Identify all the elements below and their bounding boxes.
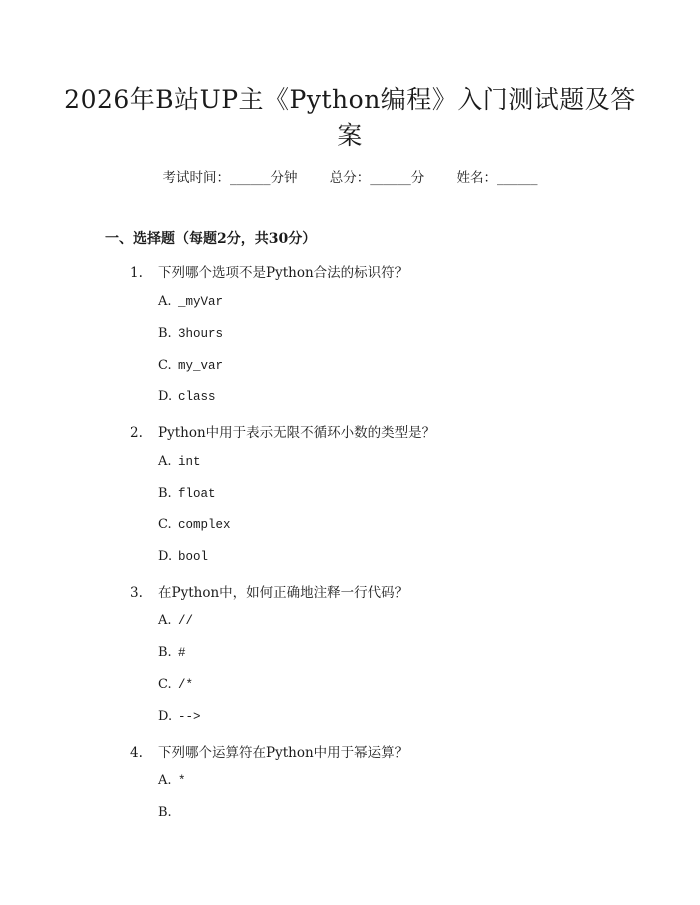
option-3d [158, 709, 201, 724]
option-2a [158, 454, 201, 469]
option-letter: B. [158, 486, 172, 501]
question-4 [130, 741, 408, 761]
option-letter: B. [158, 645, 172, 660]
option-text: _myVar [178, 295, 224, 309]
option-letter: A. [158, 613, 172, 628]
option-letter: C. [158, 517, 172, 532]
option-letter: C. [158, 677, 172, 692]
exam-meta [0, 166, 700, 186]
option-letter: A. [158, 294, 172, 309]
question-text: 在Python中，如何正确地注释一行代码？ [158, 585, 409, 601]
option-text: # [178, 646, 186, 660]
option-letter: D. [158, 709, 173, 724]
question-1 [130, 261, 408, 281]
option-3c [158, 677, 193, 692]
option-text: * [178, 774, 186, 788]
exam-time-field: 考试时间：______分钟 [162, 170, 298, 186]
question-text: Python中用于表示无限不循环小数的类型是？ [158, 425, 436, 441]
option-letter: A. [158, 454, 172, 469]
option-text: // [178, 614, 194, 628]
option-1b [158, 326, 223, 341]
question-text: 下列哪个选项不是Python合法的标识符？ [158, 265, 409, 281]
option-1c [158, 358, 223, 373]
question-3 [130, 581, 408, 601]
option-2b [158, 486, 216, 501]
question-2 [130, 421, 435, 441]
option-1a [158, 294, 223, 309]
option-letter: B. [158, 805, 172, 820]
question-number: 1. [130, 265, 143, 281]
option-4a [158, 773, 186, 788]
option-text: complex [178, 518, 231, 532]
option-1d [158, 389, 216, 404]
option-text: --> [178, 710, 201, 724]
option-2d [158, 549, 208, 564]
option-letter: D. [158, 549, 173, 564]
question-number: 2. [130, 425, 143, 441]
option-letter: C. [158, 358, 172, 373]
document-title: 2026年B站UP主《Python编程》入门测试题及答案 [64, 85, 636, 150]
question-number: 4. [130, 745, 143, 761]
option-3b [158, 645, 186, 660]
option-letter: D. [158, 389, 173, 404]
option-2c [158, 517, 231, 532]
name-field: 姓名：______ [456, 170, 538, 186]
total-score-field: 总分：______分 [329, 170, 425, 186]
option-4b [158, 805, 178, 820]
option-text: bool [178, 550, 209, 564]
option-text: float [178, 487, 216, 501]
question-text: 下列哪个运算符在Python中用于幂运算？ [158, 745, 409, 761]
question-number: 3. [130, 585, 143, 601]
option-text: int [178, 455, 201, 469]
option-letter: A. [158, 773, 172, 788]
option-text: 3hours [178, 327, 224, 341]
option-text: class [178, 390, 216, 404]
option-text: my_var [178, 359, 224, 373]
option-3a [158, 613, 193, 628]
option-text: /* [178, 678, 194, 692]
section-heading: 一、选择题（每题2分，共30分） [105, 231, 317, 247]
option-letter: B. [158, 326, 172, 341]
